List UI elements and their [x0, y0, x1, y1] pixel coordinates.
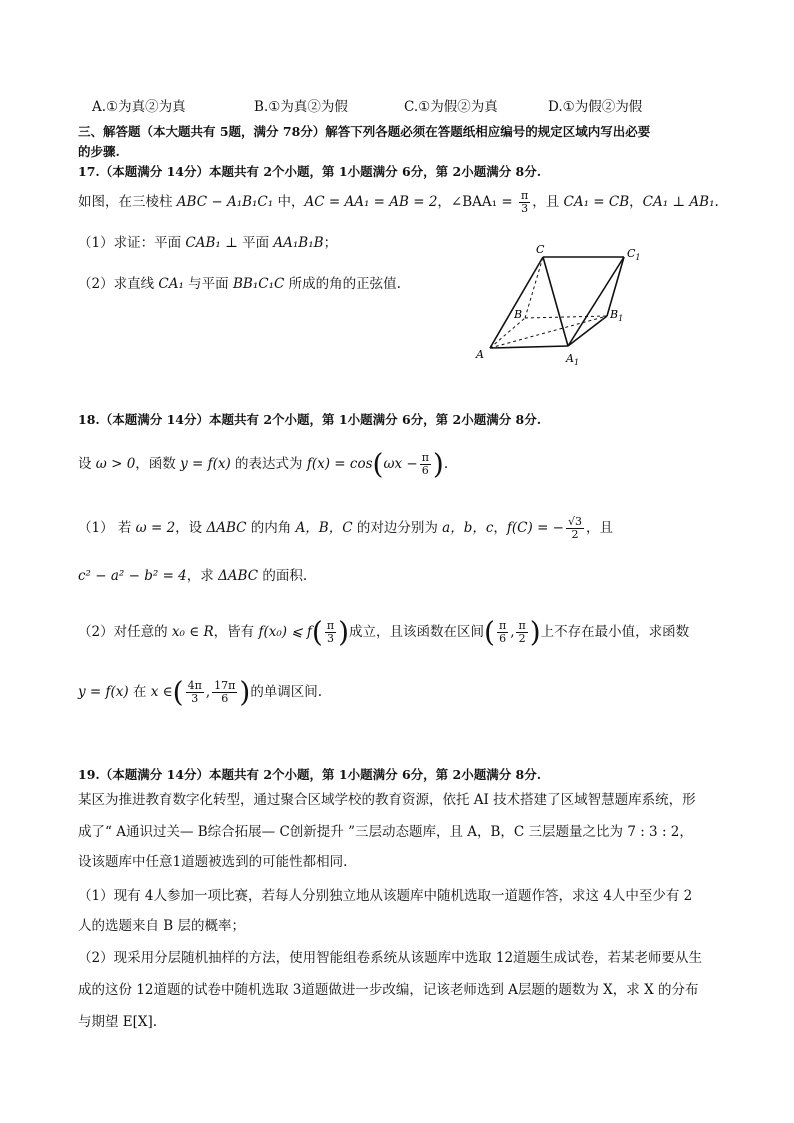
text: 如图，在三棱柱	[78, 194, 177, 210]
math: y = f(x)	[180, 456, 231, 472]
prism-figure	[470, 240, 650, 370]
text: ⊥ 平面	[220, 235, 274, 251]
text: 的表达式为	[230, 456, 307, 472]
option-a: A.①为真②为真	[92, 99, 186, 115]
label-A1-sub: 1	[573, 358, 580, 367]
q19-part1-cont: 人的选题来自 B 层的概率；	[78, 918, 246, 934]
text: （2）对任意的	[78, 624, 172, 640]
fraction-pi-3	[519, 190, 530, 215]
label-C1-sub: 1	[635, 253, 641, 262]
math: a，b，c	[442, 520, 494, 536]
text: .	[443, 456, 449, 472]
math: ΔABC	[218, 568, 259, 584]
q18-part2: （2）对任意的 x₀ ∈ R，皆有 f(x₀) ⩽ f( $\frac{\pi}{3}$ )成立，且该函数在区间( $\frac{\pi}{6}$ , $\frac{\pi}{2}$ )上不存在最小值，求函数	[78, 615, 690, 649]
q19-stem-2: 成了“ A通识过关— B综合拓展— C创新提升 ”三层动态题库，且 A，B，C 三层题量之比为 7 : 3 : 2，	[78, 824, 693, 840]
text: ，求	[186, 568, 219, 584]
math: f(x) = cos	[306, 456, 373, 472]
text: 的内角	[246, 520, 296, 536]
text: 设	[78, 456, 96, 472]
label-A1	[565, 352, 579, 367]
edge-AA1	[490, 346, 568, 348]
math: y = f(x)	[78, 684, 129, 700]
math: CA₁ ⊥ AB₁	[642, 194, 715, 210]
q18-header: 18.（本题满分 14分）本题共有 2个小题，第 1小题满分 6分，第 2小题满分 8分.	[78, 412, 542, 427]
den: 3	[326, 632, 334, 645]
q18-part1	[78, 516, 718, 541]
den: 6	[499, 632, 507, 645]
math: CA₁	[158, 276, 184, 292]
text: ，	[629, 194, 643, 210]
edge-C1A1	[568, 257, 624, 346]
text: ，	[493, 520, 507, 536]
num: π	[520, 189, 529, 202]
math: f(x₀) ⩽ f	[258, 624, 312, 640]
section3-title-cont: 的步骤.	[78, 144, 120, 159]
section3-title: 三、解答题（本大题共有 5题，满分 78分）解答下列各题必须在答题纸相应编号的规定区域内写出必要	[78, 124, 651, 139]
den: 6	[221, 692, 229, 705]
label-B1	[609, 308, 623, 323]
edge-BB1-dashed	[525, 316, 607, 318]
text: 中，	[273, 194, 305, 210]
option-d: D.①为假②为假	[548, 99, 643, 115]
label-C: C	[536, 243, 545, 256]
math: ωx −	[383, 456, 418, 472]
q19-stem-3: 设该题库中任意1道题被选到的可能性都相同.	[78, 854, 348, 870]
label-C1-letter: C	[627, 247, 636, 260]
text: 上不存在最小值，求函数	[540, 624, 690, 640]
math: ABC − A₁B₁C₁	[176, 194, 274, 210]
q17-stem	[78, 190, 718, 215]
text: 在	[128, 684, 151, 700]
math: CAB₁	[185, 235, 221, 251]
num: √3	[568, 515, 583, 528]
text: ，皆有	[213, 624, 259, 640]
math: ΔABC	[206, 520, 247, 536]
text: （2）求直线	[78, 276, 159, 292]
math: AC = AA₁ = AB = 2	[304, 194, 438, 210]
q18-part1-cont	[78, 566, 718, 586]
text: （1） 若	[78, 520, 136, 536]
math: BB₁C₁C	[232, 276, 285, 292]
math: f(C) = −	[506, 520, 564, 536]
text: 的对边分别为	[352, 520, 443, 536]
num: π	[421, 451, 429, 464]
fraction-4pi-3	[186, 680, 204, 705]
math: CA₁ = CB	[563, 194, 630, 210]
q19-part1: （1）现有 4人参加一项比赛，若每人分别独立地从该题库中随机选取一道题作答，求这 4人中至少有 2	[78, 888, 693, 904]
text: ，且	[532, 194, 564, 210]
math: ω > 0	[95, 456, 136, 472]
math: ω = 2	[135, 520, 176, 536]
math: c² − a² − b² = 4	[78, 568, 187, 584]
label-B1-sub: 1	[618, 314, 624, 323]
q19-part2: （2）现采用分层随机抽样的方法，使用智能组卷系统从该题库中选取 12道题生成试卷，若某老师要从生	[78, 950, 703, 966]
fraction-17pi-6	[212, 680, 237, 705]
label-B: B	[514, 308, 523, 321]
q19-part2-cont: 成的这份 12道题的试卷中随机选取 3道题做进一步改编，记该老师选到 A层题的题数为 X，求 X 的分布	[78, 982, 699, 998]
q17-header: 17.（本题满分 14分）本题共有 2个小题，第 1小题满分 6分，第 2小题满分 8分.	[78, 164, 542, 179]
num: π	[518, 619, 526, 632]
math: x ∈	[150, 684, 173, 700]
text: ，设	[175, 520, 207, 536]
text: .	[714, 194, 719, 210]
text: ，函数	[135, 456, 181, 472]
fraction-pi-6	[497, 620, 508, 645]
text: 与平面	[183, 276, 233, 292]
text: ，∠BAA₁ =	[437, 194, 517, 210]
q19-header: 19.（本题满分 14分）本题共有 2个小题，第 1小题满分 6分，第 2小题满分 8分.	[78, 767, 542, 782]
text: 的面积.	[258, 568, 308, 584]
text: 所成的角的正弦值.	[284, 276, 401, 292]
edge-A1B1	[568, 316, 607, 346]
num: π	[326, 619, 335, 632]
text: 成立，且该函数在区间	[349, 624, 485, 640]
text: 的单调区间.	[250, 684, 323, 700]
option-c: C.①为假②为真	[404, 99, 498, 115]
den: 3	[521, 202, 529, 215]
option-b: B.①为真②为假	[254, 99, 348, 115]
math: A，B，C	[295, 520, 353, 536]
num: π	[498, 619, 507, 632]
edge-CA1	[543, 257, 568, 346]
den: 3	[191, 692, 199, 705]
q19-stem-1: 某区为推进教育数字化转型，通过聚合区域学校的教育资源，依托 AI 技术搭建了区域智慧题库系统，形	[78, 792, 696, 808]
q19-part2-end: 与期望 E[X].	[78, 1014, 158, 1030]
label-A1-letter: A	[566, 352, 574, 365]
den: 6	[421, 464, 429, 477]
edge-AC	[490, 257, 543, 348]
edge-AB1-dashed	[490, 316, 607, 348]
edge-BC-dashed	[525, 257, 543, 318]
fraction-pi-3	[325, 620, 336, 645]
math: x₀ ∈ R	[171, 624, 214, 640]
num: 4π	[187, 679, 202, 692]
q18-stem: 设 ω > 0，函数 y = f(x) 的表达式为 f(x) = cos(ωx − $\frac{\pi}{6}$ ).	[78, 447, 449, 481]
math: AA₁B₁B	[273, 235, 324, 251]
text: ；	[323, 235, 338, 251]
label-A: A	[476, 348, 484, 361]
den: 2	[518, 632, 526, 645]
fraction-pi-2	[516, 620, 527, 645]
label-C1	[627, 247, 641, 262]
q18-part2-cont: y = f(x) 在 x ∈( $\frac{4\pi}{3}$ , $\frac{17\pi}{6}$ )的单调区间.	[78, 675, 323, 709]
den: 2	[571, 528, 579, 541]
num: 17π	[214, 679, 236, 692]
label-B1-letter: B	[610, 308, 619, 321]
text: ，且	[586, 520, 614, 536]
text: （1）求证：平面	[78, 235, 186, 251]
fraction-pi-6	[420, 452, 431, 477]
fraction-sqrt3-2	[566, 516, 584, 541]
